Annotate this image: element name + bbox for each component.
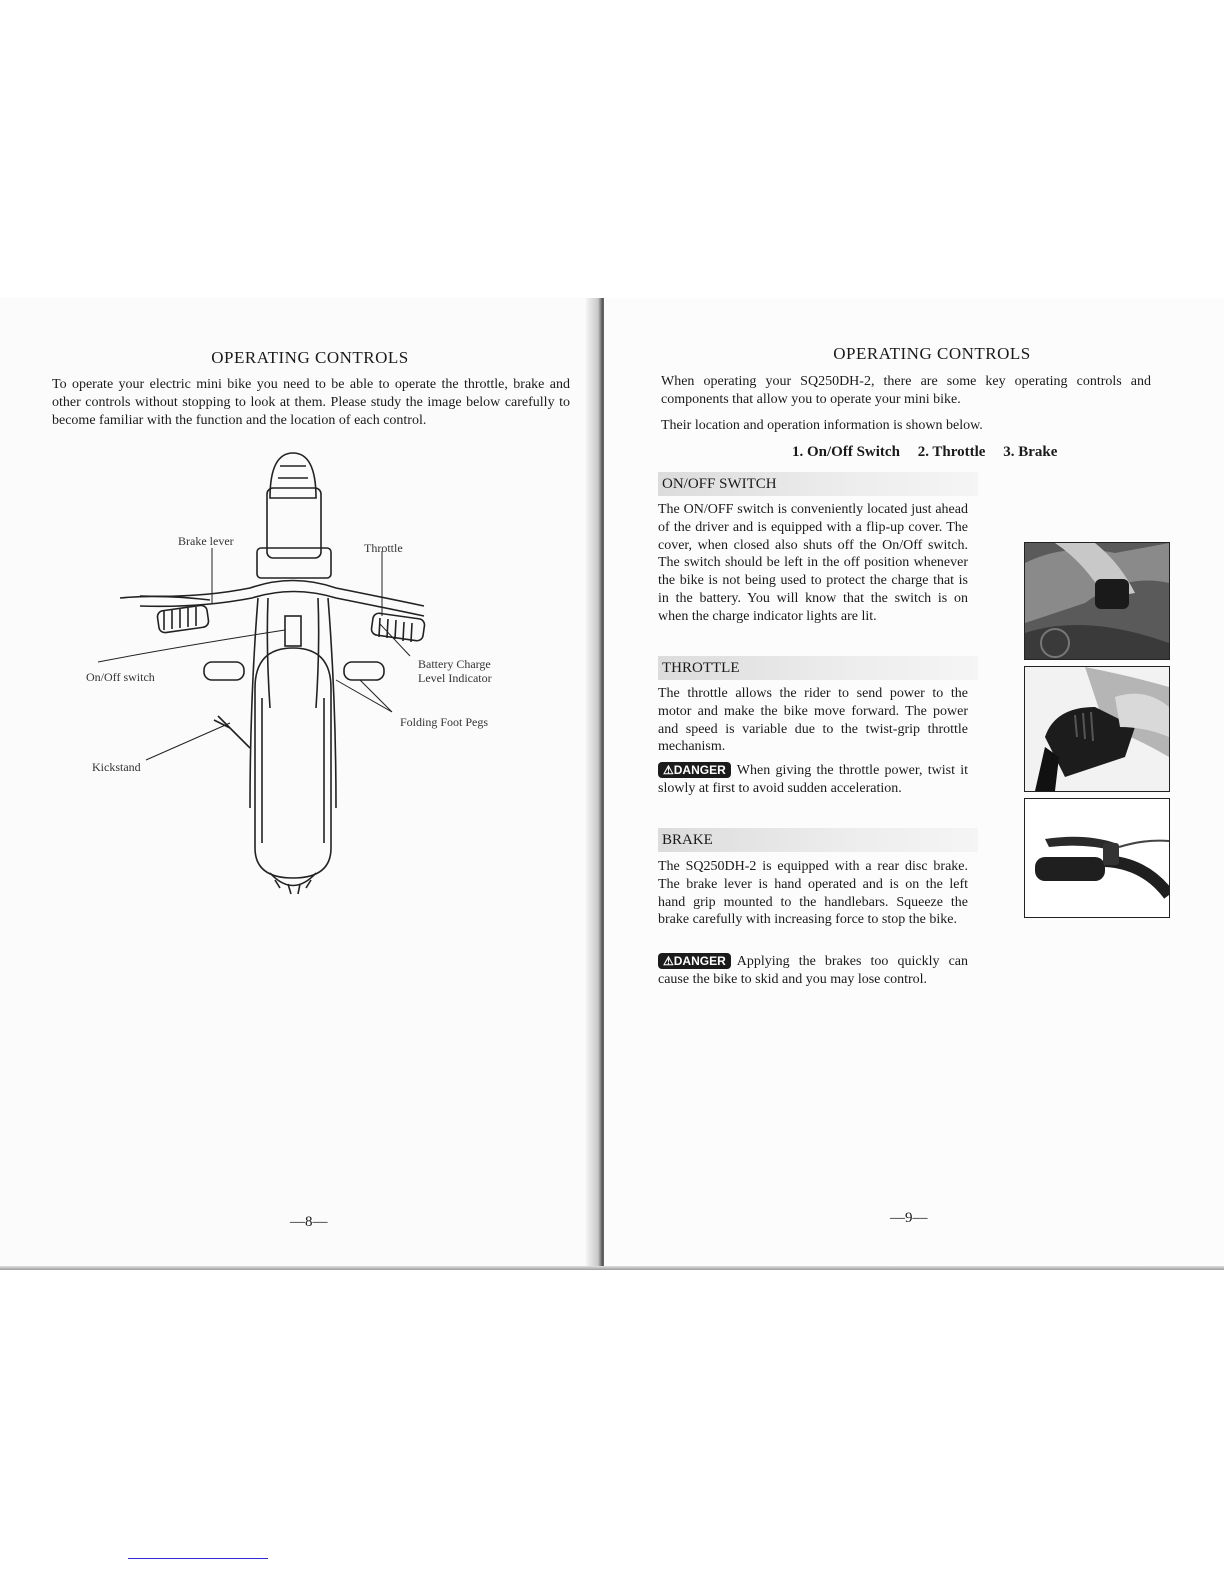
left-page bbox=[0, 298, 596, 1270]
section-body-on-off-switch: The ON/OFF switch is conveniently located just ahead of the driver and is equipped with a flip-up cover. The cover, when closed also shuts off the On/Off switch. The switch should be left in the off position whenever the bike is not being used to protect the charge that is in the battery. You will know that the switch is on when the charge indicator lights are lit. bbox=[658, 502, 968, 624]
callout-throttle: Throttle bbox=[364, 541, 403, 555]
callout-folding-foot-pegs: Folding Foot Pegs bbox=[400, 715, 489, 729]
left-page-number: —8— bbox=[290, 1214, 328, 1230]
list-item-throttle: 2. Throttle bbox=[917, 444, 986, 460]
throttle-danger-note bbox=[658, 762, 968, 798]
callout-kickstand: Kickstand bbox=[92, 760, 141, 774]
right-intro-paragraph: When operating your SQ250DH-2, there are some key operating controls and components that allow you to operate your mini bike. bbox=[661, 374, 1151, 407]
underline-rule bbox=[128, 1558, 268, 1559]
section-body-throttle: The throttle allows the rider to send power to the motor and make the bike move forward. The power and speed is variable due to the twist-grip throttle mechanism. bbox=[658, 686, 968, 755]
danger-badge: ⚠DANGER bbox=[658, 953, 731, 969]
controls-list bbox=[792, 444, 1071, 461]
list-item-switch: 1. On/Off Switch bbox=[792, 444, 900, 460]
section-heading-on-off-switch: ON/OFF SWITCH bbox=[658, 472, 978, 496]
list-item-brake: 3. Brake bbox=[1003, 444, 1058, 460]
brake-lever-photo bbox=[1024, 798, 1170, 918]
right-page-title: OPERATING CONTROLS bbox=[833, 344, 1031, 363]
callout-battery-line2: Level Indicator bbox=[418, 671, 492, 685]
left-intro-paragraph: To operate your electric mini bike you need to be able to operate the throttle, brake and other controls without stopping to look at them. Please study the image below carefully to become familiar with the function and the location of each control. bbox=[52, 377, 570, 428]
page-bottom-edge bbox=[0, 1266, 1224, 1270]
throttle-photo bbox=[1024, 666, 1170, 792]
throttle-danger-text: When giving the throttle power, twist it slowly at first to avoid sudden acceleration. bbox=[658, 763, 968, 796]
left-page-title: OPERATING CONTROLS bbox=[211, 348, 409, 367]
section-heading-throttle: THROTTLE bbox=[658, 656, 978, 680]
brake-danger-note bbox=[658, 953, 968, 989]
on-off-switch-photo bbox=[1024, 542, 1170, 660]
callout-battery-line1: Battery Charge bbox=[418, 657, 491, 671]
brake-danger-text: Applying the brakes too quickly can cause the bike to skid and you may lose control. bbox=[658, 954, 968, 987]
right-page bbox=[604, 298, 1224, 1270]
callout-brake-lever: Brake lever bbox=[178, 534, 234, 548]
right-page-number: —9— bbox=[890, 1210, 928, 1226]
booklet-spread bbox=[0, 298, 1224, 1270]
right-intro-location: Their location and operation information is shown below. bbox=[661, 418, 983, 433]
section-body-brake: The SQ250DH-2 is equipped with a rear disc brake. The brake lever is hand operated and is on the left hand grip mounted to the handlebars. Squeeze the brake carefully with increasing force to stop the bike. bbox=[658, 859, 968, 928]
callout-battery-indicator bbox=[418, 657, 492, 685]
section-heading-brake: BRAKE bbox=[658, 828, 978, 852]
danger-badge: ⚠DANGER bbox=[658, 762, 731, 778]
callout-on-off-switch: On/Off switch bbox=[86, 670, 155, 684]
